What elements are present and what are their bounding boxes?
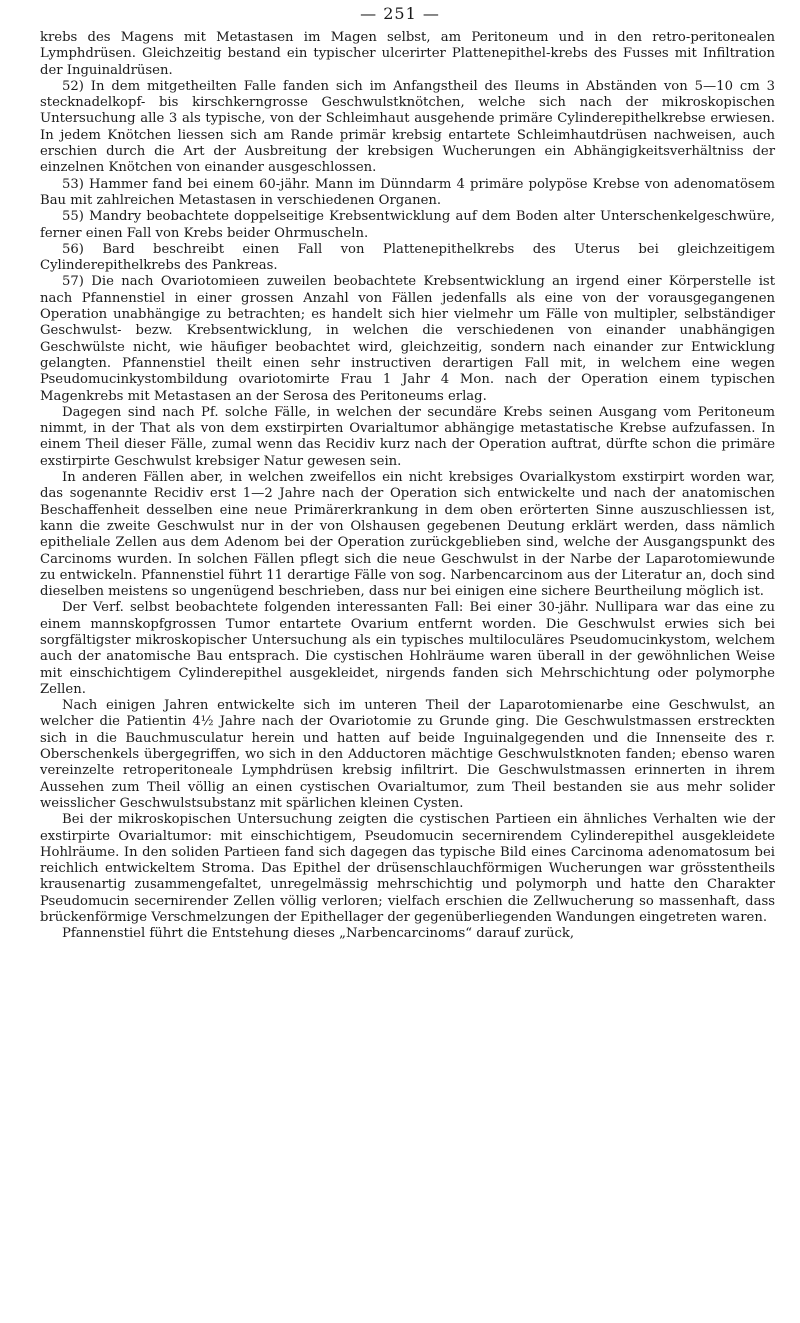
paragraph-case-report: Der Verf. selbst beobachtete folgenden interessanten Fall: Bei einer 30-jähr. Nullipara war das eine zu einem mannskopfgrossen Tumor entartete Ovarium entfernt worden. Die Geschwulst erwies sich bei sorgfältigster mikroskopischer Untersuchung als ein typisches multiloculäres Pseudomucinkystom, welchem auch der anatomische Bau entsprach. Die cystischen Hohlräume waren überall in der gewöhnlichen Weise mit einschichtigem Cylinderepithel ausgekleidet, nirgends fanden sich Mehrschichtung oder polymorphe Zellen. — [40, 600, 775, 697]
paragraph-continued: krebs des Magens mit Metastasen im Magen selbst, am Peritoneum und in den retro-peritonealen Lymphdrüsen. Gleichzeitig bestand ein typischer ulcerirter Plattenepithel-krebs des Fusses mit Infiltration der Inguinaldrüsen. — [40, 30, 775, 78]
paragraph-note-53: 53) Hammer fand bei einem 60-jähr. Mann im Dünndarm 4 primäre polypöse Krebse von adenomatösem Bau mit zahlreichen Metastasen in verschiedenen Organen. — [40, 176, 775, 208]
paragraph-recurrence: Nach einigen Jahren entwickelte sich im unteren Theil der Laparotomienarbe eine Geschwulst, an welcher die Patientin 4½ Jahre nach der Ovariotomie zu Grunde ging. Die Geschwulstmassen erstreckten sich in die Bauchmusculatur herein und hatten auf beide Inguinalgegenden und die Innenseite des r. Oberschenkels übergegriffen, wo sich in den Adductoren mächtige Geschwulstknoten fanden; ebenso waren vereinzelte retroperitoneale Lymphdrüsen krebsig infiltrirt. Die Geschwulstmassen erinnerten in ihrem Aussehen zum Theil völlig an einen cystischen Ovarialtumor, zum Theil bestanden sie aus mehr solider weisslicher Geschwulstsubstanz mit spärlichen kleinen Cysten. — [40, 698, 775, 811]
page-number-header: — 251 — — [360, 4, 440, 23]
paragraph-conclusion-start: Pfannenstiel führt die Entstehung dieses „Narbencarcinoms“ darauf zurück, — [62, 926, 575, 942]
paragraph-microscopy: Bei der mikroskopischen Untersuchung zeigten die cystischen Partieen ein ähnliches Verhalten wie der exstirpirte Ovarialtumor: mit einschichtigem, Pseudomucin secernirendem Cylinderepithel ausgekleidete Hohlräume. In den soliden Partieen fand sich dagegen das typische Bild eines Carcinoma adenomatosum bei reichlich entwickeltem Stroma. Das Epithel der drüsenschlauchförmigen Wucherungen war grösstentheils krausenartig zusammengefaltet, unregelmässig mehrschichtig und polymorph und hatte den Charakter Pseudomucin secernirender Zellen völlig verloren; vielfach erschien die Zellwucherung so massenhaft, dass brückenförmige Verschmelzungen der Epithellager der gegenüberliegenden Wandungen eingetreten waren. — [40, 812, 775, 926]
paragraph-note-55: 55) Mandry beobachtete doppelseitige Krebsentwicklung auf dem Boden alter Unterschenkelgeschwüre, ferner einen Fall von Krebs beider Ohrmuscheln. — [40, 209, 775, 241]
paragraph-in-anderen-faellen: In anderen Fällen aber, in welchen zweifellos ein nicht krebsiges Ovarialkystom exstirpirt worden war, das sogenannte Recidiv erst 1—2 Jahre nach der Operation sich entwickelte und nach der anatomischen Beschaffenheit desselben eine neue Primärerkrankung in dem oben erörterten Sinne auszuschliessen ist, kann die zweite Geschwulst nur in der von Olshausen gegebenen Deutung erklärt werden, dass nämlich epitheliale Zellen aus dem Adenom bei der Operation zurückgeblieben sind, welche der Ausgangspunkt des Carcinoms wurden. In solchen Fällen pflegt sich die neue Geschwulst in der Narbe der Laparotomiewunde zu entwickeln. Pfannenstiel führt 11 derartige Fälle von sog. Narbencarcinom aus der Literatur an, doch sind dieselben meistens so ungenügend beschrieben, dass nur bei einigen eine sichere Beurtheilung möglich ist. — [40, 470, 775, 600]
paragraph-note-57: 57) Die nach Ovariotomieen zuweilen beobachtete Krebsentwicklung an irgend einer Körperstelle ist nach Pfannenstiel in einer grossen Anzahl von Fällen jedenfalls als eine von der vorausgegangenen Operation unabhängige zu betrachten; es handelt sich hier vielmehr um Fälle von multipler, selbständiger Geschwulst- bezw. Krebsentwicklung, in welchen die verschiedenen von einander unabhängigen Geschwülste nicht, wie häufiger beobachtet wird, gleichzeitig, sondern nach einander zur Entwicklung gelangten. Pfannenstiel theilt einen sehr instructiven derartigen Fall mit, in welchem eine wegen Pseudomucinkystombildung ovariotomirte Frau 1 Jahr 4 Mon. nach der Operation einem typischen Magenkrebs mit Metastasen an der Serosa des Peritoneums erlag. — [40, 274, 775, 404]
page-body — [40, 30, 775, 943]
paragraph-note-52: 52) In dem mitgetheilten Falle fanden sich im Anfangstheil des Ileums in Abständen von 5—10 cm 3 stecknadelkopf- bis kirschkerngrosse Geschwulstknötchen, welche sich nach der mikroskopischen Untersuchung alle 3 als typische, von der Schleimhaut ausgehende primäre Cylinderepithelkrebse erwiesen. In jedem Knötchen liessen sich am Rande primär krebsig entartete Schleimhautdrüsen nachweisen, auch erschien durch die Art der Ausbreitung der krebsigen Wucherungen ein Abhängigkeitsverhältniss der einzelnen Knötchen von einander ausgeschlossen. — [40, 78, 775, 176]
paragraph-dagegen: Dagegen sind nach Pf. solche Fälle, in welchen der secundäre Krebs seinen Ausgang vom Peritoneum nimmt, in der That als von dem exstirpirten Ovarialtumor abhängige metastatische Krebse aufzufassen. In einem Theil dieser Fälle, zumal wenn das Recidiv kurz nach der Operation auftrat, dürfte schon die primäre exstirpirte Geschwulst krebsiger Natur gewesen sein. — [40, 404, 775, 469]
paragraph-note-56: 56) Bard beschreibt einen Fall von Plattenepithelkrebs des Uterus bei gleichzeitigem Cylinderepithelkrebs des Pankreas. — [40, 241, 775, 274]
